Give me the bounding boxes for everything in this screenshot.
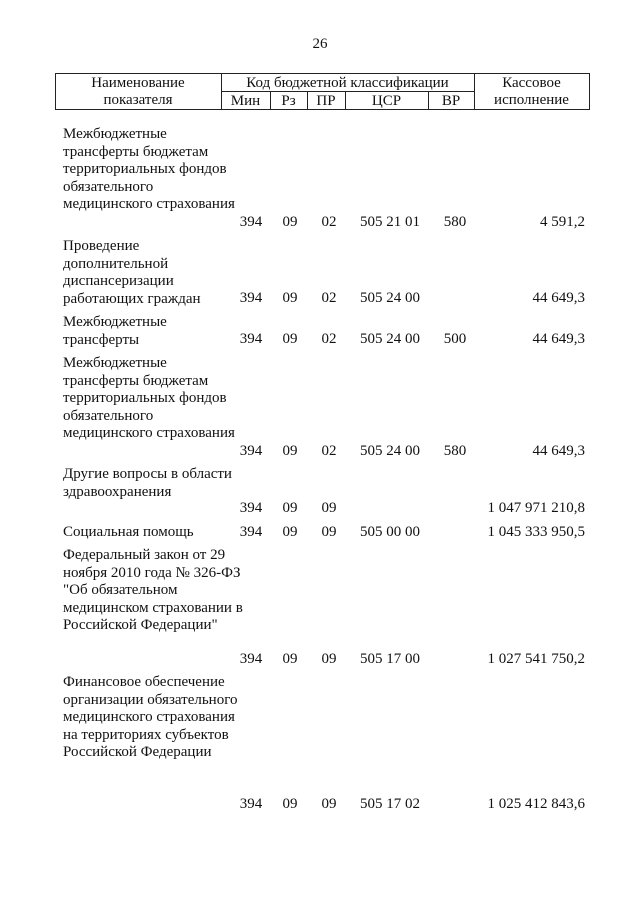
row-min: 394 (239, 290, 263, 306)
row-amount: 1 045 333 950,5 (487, 524, 585, 540)
row-pr: 09 (321, 651, 337, 667)
row-vr: 500 (443, 331, 467, 347)
row-csr: 505 24 00 (360, 443, 420, 459)
row-csr: 505 17 02 (360, 796, 420, 812)
row-pr: 09 (321, 524, 337, 540)
row-pr: 09 (321, 796, 337, 812)
header-bottom-border (55, 109, 590, 110)
row-pr: 02 (321, 443, 337, 459)
row-min: 394 (239, 331, 263, 347)
header-name-line2: показателя (103, 92, 173, 108)
row-pr: 02 (321, 290, 337, 306)
row-name: Межбюджетные трансферты бюджетам территориальных фондов обязательного медицинского страхования (63, 355, 235, 441)
row-vr: 580 (443, 443, 467, 459)
row-amount: 44 649,3 (532, 331, 585, 347)
row-min: 394 (239, 443, 263, 459)
row-name: Другие вопросы в области здравоохранения (63, 466, 232, 500)
row-name: Проведение дополнительной диспансеризации работающих граждан (63, 238, 201, 307)
row-amount: 44 649,3 (532, 290, 585, 306)
row-rz: 09 (282, 331, 298, 347)
row-pr: 09 (321, 500, 337, 516)
row-min: 394 (239, 500, 263, 516)
row-vr: 580 (443, 214, 467, 230)
row-name: Федеральный закон от 29 ноября 2010 года № 326-ФЗ "Об обязательном медицинском страховании в Российской Федерации" (63, 547, 243, 633)
row-name: Межбюджетные трансферты бюджетам территориальных фондов обязательного медицинского страхования (63, 126, 235, 212)
row-csr: 505 24 00 (360, 290, 420, 306)
row-min: 394 (239, 524, 263, 540)
header-vr: ВР (441, 93, 461, 109)
row-amount: 44 649,3 (532, 443, 585, 459)
row-csr: 505 00 00 (360, 524, 420, 540)
row-rz: 09 (282, 214, 298, 230)
row-min: 394 (239, 214, 263, 230)
row-rz: 09 (282, 651, 298, 667)
row-name: Финансовое обеспечение организации обязательного медицинского страхования на территориях субъектов Российской Федерации (63, 674, 238, 760)
row-rz: 09 (282, 524, 298, 540)
row-name: Социальная помощь (63, 524, 194, 540)
header-name-line1: Наименование (91, 75, 185, 91)
row-amount: 4 591,2 (540, 214, 585, 230)
header-csr: ЦСР (371, 93, 402, 109)
row-rz: 09 (282, 796, 298, 812)
row-amount: 1 025 412 843,6 (487, 796, 585, 812)
row-pr: 02 (321, 214, 337, 230)
row-csr: 505 17 00 (360, 651, 420, 667)
header-group-divider (221, 91, 474, 92)
header-top-border (55, 73, 590, 74)
header-min: Мин (230, 93, 261, 109)
row-csr: 505 21 01 (360, 214, 420, 230)
header-right-border (589, 73, 590, 110)
row-amount: 1 027 541 750,2 (487, 651, 585, 667)
row-csr: 505 24 00 (360, 331, 420, 347)
row-name: Межбюджетные трансферты (63, 314, 167, 348)
header-rz: Рз (281, 93, 296, 109)
row-rz: 09 (282, 500, 298, 516)
row-pr: 02 (321, 331, 337, 347)
header-amount-line2: исполнение (494, 92, 569, 108)
header-pr: ПР (316, 93, 336, 109)
row-min: 394 (239, 651, 263, 667)
header-code-group: Код бюджетной классификации (246, 75, 449, 91)
page-number: 26 (312, 36, 328, 52)
header-amount-line1: Кассовое (502, 75, 561, 91)
row-amount: 1 047 971 210,8 (487, 500, 585, 516)
row-min: 394 (239, 796, 263, 812)
row-rz: 09 (282, 443, 298, 459)
row-rz: 09 (282, 290, 298, 306)
